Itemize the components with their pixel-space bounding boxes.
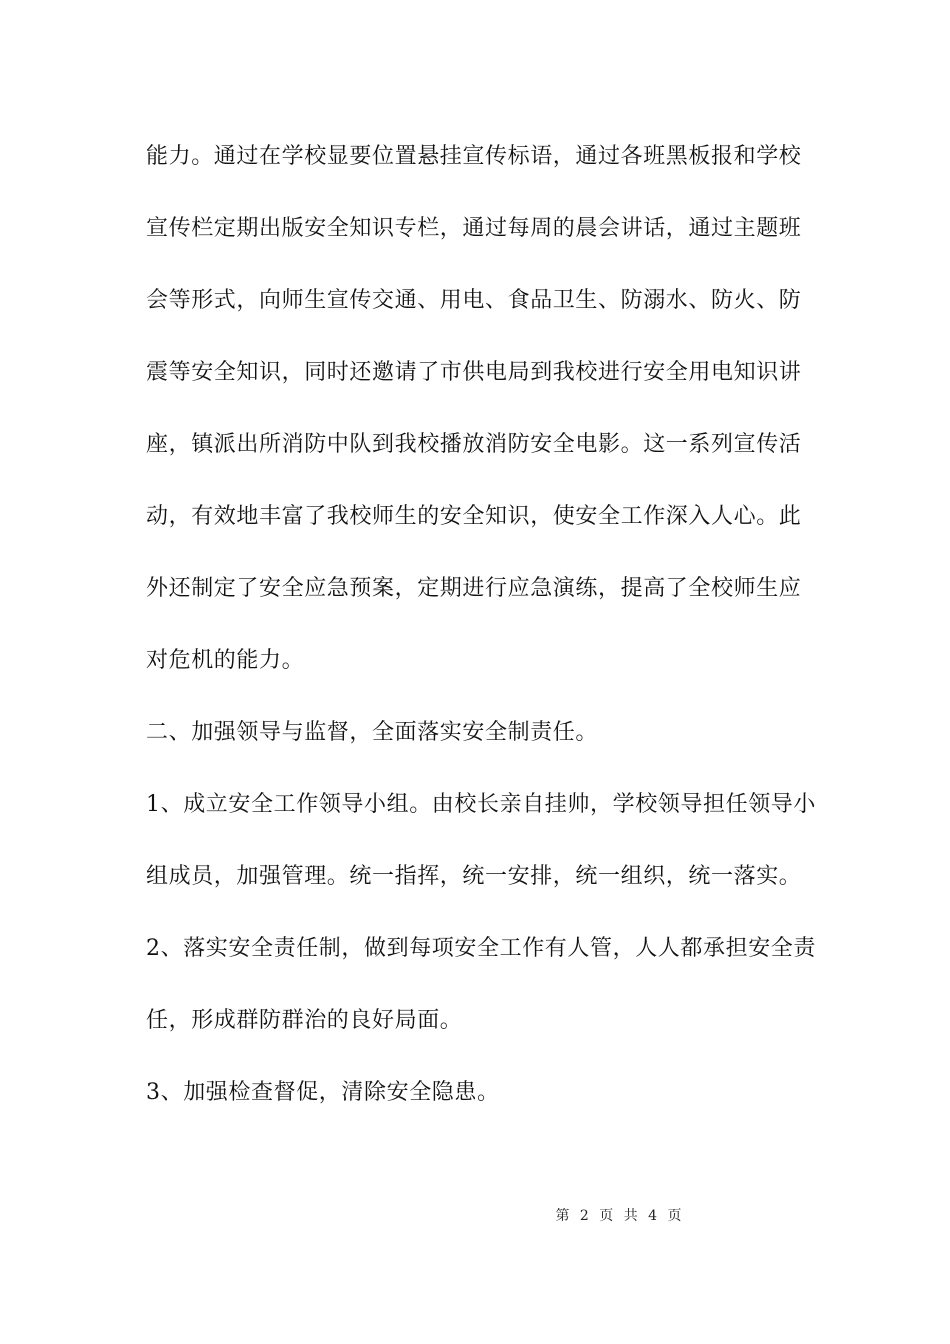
page-footer: [0, 1206, 950, 1226]
section-heading: 二、加强领导与监督，全面落实安全制责任。: [146, 720, 599, 745]
text-line: 会等形式，向师生宣传交通、用电、食品卫生、防溺水、防火、防: [146, 288, 802, 313]
text-line: 1、成立安全工作领导小组。由校长亲自挂帅，学校领导担任领导小: [146, 792, 816, 817]
text-line: 座，镇派出所消防中队到我校播放消防安全电影。这一系列宣传活: [146, 432, 802, 457]
text-line: 3、加强检查督促，清除安全隐患。: [146, 1080, 500, 1105]
page-number: 第 2 页 共 4 页: [555, 1208, 685, 1224]
text-line: 对危机的能力。: [146, 648, 305, 673]
text-line: 能力。通过在学校显要位置悬挂宣传标语，通过各班黑板报和学校: [146, 144, 802, 169]
text-line: 宣传栏定期出版安全知识专栏，通过每周的晨会讲话，通过主题班: [146, 216, 802, 241]
text-line: 外还制定了安全应急预案，定期进行应急演练，提高了全校师生应: [146, 576, 802, 601]
text-line: 组成员，加强管理。统一指挥，统一安排，统一组织，统一落实。: [146, 864, 802, 889]
text-line: 2、落实安全责任制，做到每项安全工作有人管，人人都承担安全责: [146, 936, 816, 961]
text-line: 动，有效地丰富了我校师生的安全知识，使安全工作深入人心。此: [146, 504, 802, 529]
text-line: 震等安全知识，同时还邀请了市供电局到我校进行安全用电知识讲: [146, 360, 802, 385]
text-line: 任，形成群防群治的良好局面。: [146, 1008, 463, 1033]
